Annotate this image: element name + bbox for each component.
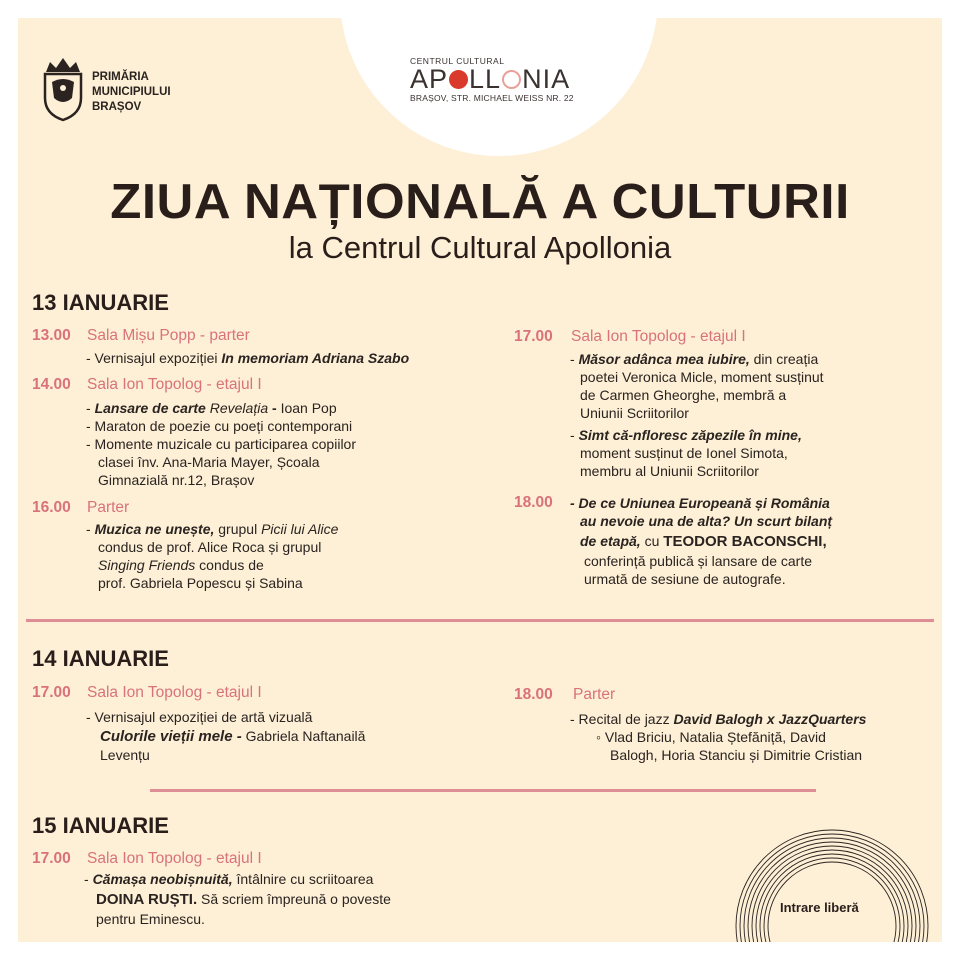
free-entry-label: Intrare liberă xyxy=(780,900,859,915)
primaria-label xyxy=(92,70,171,115)
event-line: - Cămașa neobișnuită, întâlnire cu scriitoarea xyxy=(84,871,374,887)
event-time: 16.00 xyxy=(32,499,71,516)
event-time: 13.00 xyxy=(32,327,71,344)
event-line: ◦ Vlad Briciu, Natalia Ștefăniță, David xyxy=(596,729,826,745)
event-line: Balogh, Horia Stanciu și Dimitrie Cristian xyxy=(610,747,863,763)
event-line: - Muzica ne unește, grupul Picii lui Alice xyxy=(86,521,339,537)
event-time: 17.00 xyxy=(32,850,71,867)
event-line: clasei înv. Ana-Maria Mayer, Școala xyxy=(98,454,320,470)
day-15-heading: 15 IANUARIE xyxy=(32,813,169,838)
poster xyxy=(18,18,942,942)
event-line: Gimnazială nr.12, Brașov xyxy=(98,472,255,488)
event-line: membru al Uniunii Scriitorilor xyxy=(580,463,759,479)
logo-text-ap: AP xyxy=(410,64,449,94)
event-line: moment susținut de Ionel Simota, xyxy=(580,445,788,461)
event-venue: Parter xyxy=(573,686,616,703)
event-venue: Parter xyxy=(87,499,130,516)
event-line: poetei Veronica Micle, moment susținut xyxy=(580,369,824,385)
section-divider xyxy=(150,789,816,792)
event-time: 18.00 xyxy=(514,494,553,511)
logo-red-dot-icon xyxy=(449,70,468,89)
concentric-rings-decoration xyxy=(734,828,930,942)
event-venue: Sala Mișu Popp - parter xyxy=(87,327,250,344)
event-line: conferință publică și lansare de carte xyxy=(584,553,813,569)
section-divider xyxy=(26,619,934,622)
apollonia-logo xyxy=(410,64,570,94)
event-line: Uniunii Scriitorilor xyxy=(580,405,689,421)
event-line: - Vernisajul expoziției de artă vizuală xyxy=(86,709,313,725)
event-line: Levențu xyxy=(100,747,150,763)
event-venue: Sala Ion Topolog - etajul I xyxy=(87,850,262,867)
event-line: - Vernisajul expoziției In memoriam Adriana Szabo xyxy=(86,350,410,366)
event-time: 17.00 xyxy=(514,328,553,345)
event-line: urmată de sesiune de autografe. xyxy=(584,571,786,587)
event-line: condus de prof. Alice Roca și grupul xyxy=(98,539,322,555)
event-line: - Recital de jazz David Balogh x JazzQuarters xyxy=(570,711,867,727)
primaria-line-1: PRIMĂRIA xyxy=(92,71,149,83)
address: BRAȘOV, STR. MICHAEL WEISS NR. 22 xyxy=(410,93,574,103)
event-venue: Sala Ion Topolog - etajul I xyxy=(87,684,262,701)
logo-text-nia: NIA xyxy=(522,64,571,94)
event-line: Singing Friends condus de xyxy=(98,557,264,573)
logo-ring-icon xyxy=(502,70,521,89)
event-line: - Momente muzicale cu participarea copiilor xyxy=(86,436,356,452)
event-line: - Maraton de poezie cu poeți contemporani xyxy=(86,418,353,434)
event-time: 18.00 xyxy=(514,686,553,703)
brasov-crest-icon xyxy=(42,54,84,122)
page-subtitle: la Centrul Cultural Apollonia xyxy=(288,230,672,265)
event-line: de etapă, cu TEODOR BACONSCHI, xyxy=(580,533,827,550)
event-line: Culorile vieții mele - Gabriela Naftanailă xyxy=(100,728,366,745)
event-time: 14.00 xyxy=(32,376,71,393)
page-title: ZIUA NAȚIONALĂ A CULTURII xyxy=(110,175,850,229)
event-line: au nevoie una de alta? Un scurt bilanț xyxy=(580,513,833,529)
event-line: de Carmen Gheorghe, membră a xyxy=(580,387,787,403)
day-13-heading: 13 IANUARIE xyxy=(32,290,169,315)
event-venue: Sala Ion Topolog - etajul I xyxy=(571,328,746,345)
event-line: pentru Eminescu. xyxy=(96,911,205,927)
event-line: DOINA RUȘTI. Să scriem împreună o poveste xyxy=(96,891,391,908)
event-time: 17.00 xyxy=(32,684,71,701)
primaria-line-2: MUNICIPIULUI xyxy=(92,86,171,98)
centrul-cultural-label: CENTRUL CULTURAL xyxy=(410,56,505,66)
event-line: - Măsor adânca mea iubire, din creația xyxy=(570,351,819,367)
primaria-line-3: BRAȘOV xyxy=(92,101,142,113)
event-line: prof. Gabriela Popescu și Sabina xyxy=(98,575,303,591)
day-14-heading: 14 IANUARIE xyxy=(32,646,169,671)
event-venue: Sala Ion Topolog - etajul I xyxy=(87,376,262,393)
event-line: - Lansare de carte Revelația - Ioan Pop xyxy=(86,400,337,416)
logo-text-ll: LL xyxy=(469,64,502,94)
event-line: - De ce Uniunea Europeană și România xyxy=(570,495,830,511)
event-line: - Simt că-nfloresc zăpezile în mine, xyxy=(570,427,802,443)
